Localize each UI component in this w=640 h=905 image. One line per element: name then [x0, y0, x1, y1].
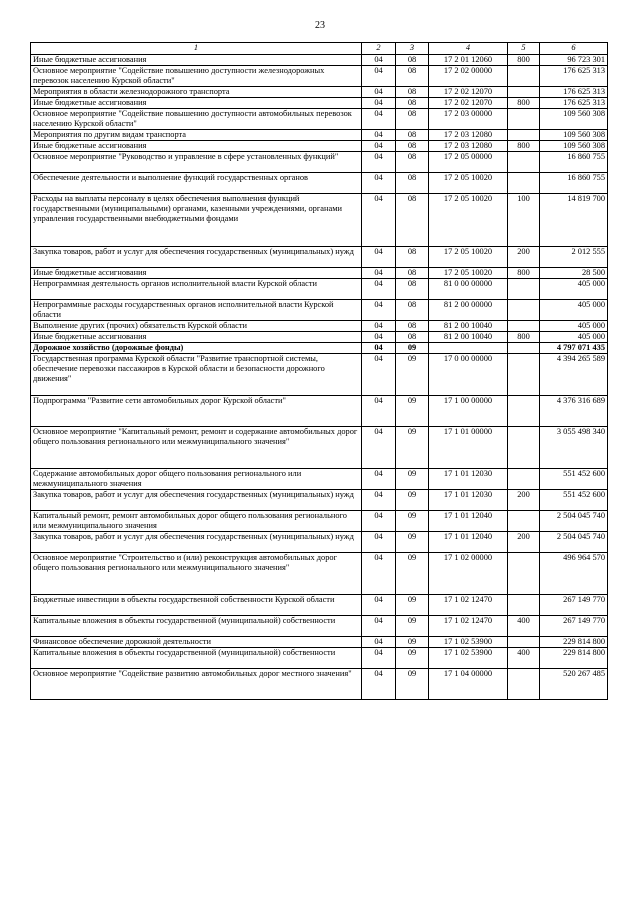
- row-name-cell: Мероприятия в области железнодорожного транспорта: [31, 87, 362, 98]
- row-target-article-cell: 17 1 01 12030: [429, 469, 508, 490]
- row-expense-type-cell: [508, 152, 540, 173]
- row-expense-type-cell: [508, 130, 540, 141]
- table-row: [31, 321, 608, 332]
- row-name-cell: Капитальные вложения в объекты государственной (муниципальной) собственности: [31, 648, 362, 669]
- row-subsection-cell: 09: [396, 669, 429, 700]
- row-target-article-cell: 17 1 01 12040: [429, 532, 508, 553]
- table-row: [31, 173, 608, 194]
- table-row: [31, 279, 608, 300]
- row-section-cell: 04: [362, 55, 396, 66]
- row-section-cell: 04: [362, 321, 396, 332]
- budget-table: [30, 42, 608, 700]
- row-name-cell: Иные бюджетные ассигнования: [31, 332, 362, 343]
- row-subsection-cell: 08: [396, 279, 429, 300]
- row-subsection-cell: 09: [396, 553, 429, 595]
- row-name-cell: Капитальный ремонт, ремонт автомобильных дорог общего пользования регионального или межмуниципального значения: [31, 511, 362, 532]
- row-target-article-cell: 17 2 01 12060: [429, 55, 508, 66]
- row-subsection-cell: 08: [396, 173, 429, 194]
- row-expense-type-cell: 800: [508, 141, 540, 152]
- row-subsection-cell: 09: [396, 354, 429, 396]
- row-subsection-cell: 09: [396, 396, 429, 427]
- table-row: [31, 300, 608, 321]
- row-name-cell: Дорожное хозяйство (дорожные фонды): [31, 343, 362, 354]
- row-expense-type-cell: [508, 469, 540, 490]
- row-target-article-cell: 17 1 02 00000: [429, 553, 508, 595]
- row-amount-cell: 4 394 265 589: [540, 354, 608, 396]
- row-name-cell: Иные бюджетные ассигнования: [31, 141, 362, 152]
- row-amount-cell: 109 560 308: [540, 130, 608, 141]
- row-amount-cell: 16 860 755: [540, 152, 608, 173]
- row-amount-cell: 405 000: [540, 321, 608, 332]
- row-amount-cell: 176 625 313: [540, 98, 608, 109]
- row-name-cell: Иные бюджетные ассигнования: [31, 268, 362, 279]
- row-target-article-cell: 17 2 05 00000: [429, 152, 508, 173]
- row-subsection-cell: 09: [396, 427, 429, 469]
- row-expense-type-cell: 800: [508, 268, 540, 279]
- row-amount-cell: 405 000: [540, 279, 608, 300]
- row-subsection-cell: 08: [396, 109, 429, 130]
- row-subsection-cell: 08: [396, 130, 429, 141]
- row-name-cell: Бюджетные инвестиции в объекты государственной собственности Курской области: [31, 595, 362, 616]
- row-section-cell: 04: [362, 532, 396, 553]
- row-name-cell: Подпрограмма "Развитие сети автомобильных дорог Курской области": [31, 396, 362, 427]
- row-name-cell: Непрограммные расходы государственных органов исполнительной власти Курской области: [31, 300, 362, 321]
- row-subsection-cell: 08: [396, 55, 429, 66]
- header-name: 1: [31, 43, 362, 55]
- row-subsection-cell: 08: [396, 152, 429, 173]
- row-amount-cell: 176 625 313: [540, 66, 608, 87]
- row-subsection-cell: 09: [396, 648, 429, 669]
- row-target-article-cell: 17 1 01 00000: [429, 427, 508, 469]
- row-target-article-cell: 17 1 01 12030: [429, 490, 508, 511]
- row-section-cell: 04: [362, 469, 396, 490]
- row-expense-type-cell: [508, 354, 540, 396]
- row-subsection-cell: 08: [396, 141, 429, 152]
- page-number: 23: [315, 20, 325, 31]
- row-amount-cell: 96 723 301: [540, 55, 608, 66]
- row-name-cell: Закупка товаров, работ и услуг для обеспечения государственных (муниципальных) нужд: [31, 532, 362, 553]
- row-section-cell: 04: [362, 396, 396, 427]
- row-target-article-cell: 17 2 05 10020: [429, 173, 508, 194]
- row-section-cell: 04: [362, 669, 396, 700]
- table-row: [31, 490, 608, 511]
- row-name-cell: Основное мероприятие "Руководство и управление в сфере установленных функций": [31, 152, 362, 173]
- row-target-article-cell: 17 2 03 12080: [429, 130, 508, 141]
- table-row: [31, 469, 608, 490]
- row-target-article-cell: 17 2 02 12070: [429, 87, 508, 98]
- row-expense-type-cell: [508, 637, 540, 648]
- row-amount-cell: 109 560 308: [540, 141, 608, 152]
- table-row: [31, 648, 608, 669]
- row-target-article-cell: 17 2 02 12070: [429, 98, 508, 109]
- row-amount-cell: 551 452 600: [540, 469, 608, 490]
- row-expense-type-cell: [508, 511, 540, 532]
- row-section-cell: 04: [362, 194, 396, 247]
- row-target-article-cell: 17 2 02 00000: [429, 66, 508, 87]
- row-name-cell: Государственная программа Курской области "Развитие транспортной системы, обеспечение перевозки пассажиров в Курской области и безопасности дорожного движения": [31, 354, 362, 396]
- row-target-article-cell: 17 2 05 10020: [429, 268, 508, 279]
- row-amount-cell: 4 797 071 435: [540, 343, 608, 354]
- table-row: [31, 616, 608, 637]
- table-row: [31, 194, 608, 247]
- row-subsection-cell: 09: [396, 469, 429, 490]
- row-section-cell: 04: [362, 648, 396, 669]
- row-target-article-cell: 17 1 02 53900: [429, 648, 508, 669]
- table-header-row: [31, 43, 608, 55]
- row-amount-cell: 2 504 045 740: [540, 532, 608, 553]
- row-target-article-cell: 17 1 01 12040: [429, 511, 508, 532]
- row-subsection-cell: 09: [396, 532, 429, 553]
- row-amount-cell: 267 149 770: [540, 595, 608, 616]
- row-section-cell: 04: [362, 511, 396, 532]
- header-subsection: 3: [396, 43, 429, 55]
- table-row: [31, 595, 608, 616]
- row-subsection-cell: 08: [396, 87, 429, 98]
- row-name-cell: Закупка товаров, работ и услуг для обеспечения государственных (муниципальных) нужд: [31, 247, 362, 268]
- table-row: [31, 152, 608, 173]
- row-name-cell: Непрограммная деятельность органов исполнительной власти Курской области: [31, 279, 362, 300]
- table-row: [31, 332, 608, 343]
- row-expense-type-cell: [508, 87, 540, 98]
- row-section-cell: 04: [362, 279, 396, 300]
- row-expense-type-cell: [508, 595, 540, 616]
- row-target-article-cell: 17 2 03 00000: [429, 109, 508, 130]
- row-expense-type-cell: [508, 343, 540, 354]
- row-expense-type-cell: [508, 66, 540, 87]
- row-section-cell: 04: [362, 343, 396, 354]
- row-section-cell: 04: [362, 490, 396, 511]
- row-section-cell: 04: [362, 109, 396, 130]
- row-amount-cell: 4 376 316 689: [540, 396, 608, 427]
- row-amount-cell: 229 814 800: [540, 637, 608, 648]
- row-name-cell: Закупка товаров, работ и услуг для обеспечения государственных (муниципальных) нужд: [31, 490, 362, 511]
- row-expense-type-cell: [508, 396, 540, 427]
- table-row: [31, 553, 608, 595]
- row-target-article-cell: 17 1 04 00000: [429, 669, 508, 700]
- table-row: [31, 55, 608, 66]
- row-subsection-cell: 08: [396, 247, 429, 268]
- row-target-article-cell: 17 0 00 00000: [429, 354, 508, 396]
- row-subsection-cell: 08: [396, 332, 429, 343]
- row-name-cell: Мероприятия по другим видам транспорта: [31, 130, 362, 141]
- row-target-article-cell: 81 0 00 00000: [429, 279, 508, 300]
- table-row: [31, 130, 608, 141]
- row-subsection-cell: 09: [396, 511, 429, 532]
- row-subsection-cell: 09: [396, 637, 429, 648]
- row-target-article-cell: [429, 343, 508, 354]
- row-expense-type-cell: 100: [508, 194, 540, 247]
- row-target-article-cell: 17 2 05 10020: [429, 194, 508, 247]
- row-section-cell: 04: [362, 354, 396, 396]
- row-target-article-cell: 17 2 05 10020: [429, 247, 508, 268]
- row-expense-type-cell: 200: [508, 490, 540, 511]
- row-amount-cell: 3 055 498 340: [540, 427, 608, 469]
- row-amount-cell: 267 149 770: [540, 616, 608, 637]
- row-section-cell: 04: [362, 616, 396, 637]
- row-expense-type-cell: [508, 427, 540, 469]
- row-amount-cell: 229 814 800: [540, 648, 608, 669]
- row-name-cell: Основное мероприятие "Строительство и (или) реконструкция автомобильных дорог общего пользования регионального или межмуниципального значения": [31, 553, 362, 595]
- row-target-article-cell: 81 2 00 10040: [429, 332, 508, 343]
- row-name-cell: Основное мероприятие "Содействие повышению доступности железнодорожных перевозок населению Курской области": [31, 66, 362, 87]
- row-expense-type-cell: 800: [508, 332, 540, 343]
- row-subsection-cell: 08: [396, 194, 429, 247]
- row-section-cell: 04: [362, 332, 396, 343]
- table-row: [31, 427, 608, 469]
- row-section-cell: 04: [362, 637, 396, 648]
- table-row: [31, 532, 608, 553]
- table-row: [31, 511, 608, 532]
- row-section-cell: 04: [362, 553, 396, 595]
- row-subsection-cell: 08: [396, 300, 429, 321]
- row-subsection-cell: 08: [396, 321, 429, 332]
- row-section-cell: 04: [362, 141, 396, 152]
- row-amount-cell: 405 000: [540, 300, 608, 321]
- table-row: [31, 354, 608, 396]
- row-subsection-cell: 09: [396, 490, 429, 511]
- row-target-article-cell: 81 2 00 10040: [429, 321, 508, 332]
- row-target-article-cell: 17 1 00 00000: [429, 396, 508, 427]
- row-section-cell: 04: [362, 87, 396, 98]
- row-expense-type-cell: [508, 321, 540, 332]
- row-target-article-cell: 17 1 02 12470: [429, 595, 508, 616]
- row-section-cell: 04: [362, 427, 396, 469]
- row-expense-type-cell: 800: [508, 98, 540, 109]
- row-expense-type-cell: 200: [508, 247, 540, 268]
- row-name-cell: Основное мероприятие "Содействие развитию автомобильных дорог местного значения": [31, 669, 362, 700]
- row-name-cell: Финансовое обеспечение дорожной деятельности: [31, 637, 362, 648]
- row-amount-cell: 520 267 485: [540, 669, 608, 700]
- table-row: [31, 98, 608, 109]
- row-expense-type-cell: 200: [508, 532, 540, 553]
- row-expense-type-cell: [508, 109, 540, 130]
- row-target-article-cell: 17 1 02 53900: [429, 637, 508, 648]
- row-amount-cell: 28 500: [540, 268, 608, 279]
- table-row: [31, 141, 608, 152]
- header-section: 2: [362, 43, 396, 55]
- row-amount-cell: 14 819 700: [540, 194, 608, 247]
- row-subsection-cell: 08: [396, 66, 429, 87]
- row-expense-type-cell: 400: [508, 648, 540, 669]
- row-name-cell: Выполнение других (прочих) обязательств Курской области: [31, 321, 362, 332]
- row-amount-cell: 16 860 755: [540, 173, 608, 194]
- row-name-cell: Капитальные вложения в объекты государственной (муниципальной) собственности: [31, 616, 362, 637]
- row-expense-type-cell: [508, 279, 540, 300]
- row-target-article-cell: 17 2 03 12080: [429, 141, 508, 152]
- header-expense-type: 5: [508, 43, 540, 55]
- row-target-article-cell: 81 2 00 00000: [429, 300, 508, 321]
- row-amount-cell: 176 625 313: [540, 87, 608, 98]
- row-amount-cell: 496 964 570: [540, 553, 608, 595]
- row-section-cell: 04: [362, 247, 396, 268]
- row-amount-cell: 2 012 555: [540, 247, 608, 268]
- row-expense-type-cell: [508, 300, 540, 321]
- row-section-cell: 04: [362, 66, 396, 87]
- row-subsection-cell: 09: [396, 595, 429, 616]
- row-amount-cell: 2 504 045 740: [540, 511, 608, 532]
- row-expense-type-cell: [508, 553, 540, 595]
- row-name-cell: Расходы на выплаты персоналу в целях обеспечения выполнения функций государственными (муниципальными) органами, казенными учреждениями, органами управления государственными внебюджетными фондами: [31, 194, 362, 247]
- table-row: [31, 669, 608, 700]
- table-row: [31, 66, 608, 87]
- row-expense-type-cell: 800: [508, 55, 540, 66]
- row-section-cell: 04: [362, 595, 396, 616]
- row-section-cell: 04: [362, 173, 396, 194]
- header-target-article: 4: [429, 43, 508, 55]
- row-subsection-cell: 09: [396, 343, 429, 354]
- row-section-cell: 04: [362, 98, 396, 109]
- row-expense-type-cell: 400: [508, 616, 540, 637]
- row-subsection-cell: 08: [396, 98, 429, 109]
- row-name-cell: Основное мероприятие "Содействие повышению доступности автомобильных перевозок населению Курской области": [31, 109, 362, 130]
- row-section-cell: 04: [362, 130, 396, 141]
- row-amount-cell: 551 452 600: [540, 490, 608, 511]
- row-section-cell: 04: [362, 300, 396, 321]
- row-subsection-cell: 09: [396, 616, 429, 637]
- table-row: [31, 87, 608, 98]
- row-expense-type-cell: [508, 173, 540, 194]
- table-row: [31, 396, 608, 427]
- row-section-cell: 04: [362, 152, 396, 173]
- row-name-cell: Иные бюджетные ассигнования: [31, 98, 362, 109]
- table-row: [31, 343, 608, 354]
- row-name-cell: Содержание автомобильных дорог общего пользования регионального или межмуниципального значения: [31, 469, 362, 490]
- row-target-article-cell: 17 1 02 12470: [429, 616, 508, 637]
- table-row: [31, 268, 608, 279]
- row-subsection-cell: 08: [396, 268, 429, 279]
- row-name-cell: Основное мероприятие "Капитальный ремонт, ремонт и содержание автомобильных дорог общего пользования регионального или межмуниципального значения": [31, 427, 362, 469]
- row-section-cell: 04: [362, 268, 396, 279]
- table-row: [31, 109, 608, 130]
- row-amount-cell: 109 560 308: [540, 109, 608, 130]
- header-amount: 6: [540, 43, 608, 55]
- row-expense-type-cell: [508, 669, 540, 700]
- table-row: [31, 247, 608, 268]
- row-name-cell: Иные бюджетные ассигнования: [31, 55, 362, 66]
- row-amount-cell: 405 000: [540, 332, 608, 343]
- row-name-cell: Обеспечение деятельности и выполнение функций государственных органов: [31, 173, 362, 194]
- table-row: [31, 637, 608, 648]
